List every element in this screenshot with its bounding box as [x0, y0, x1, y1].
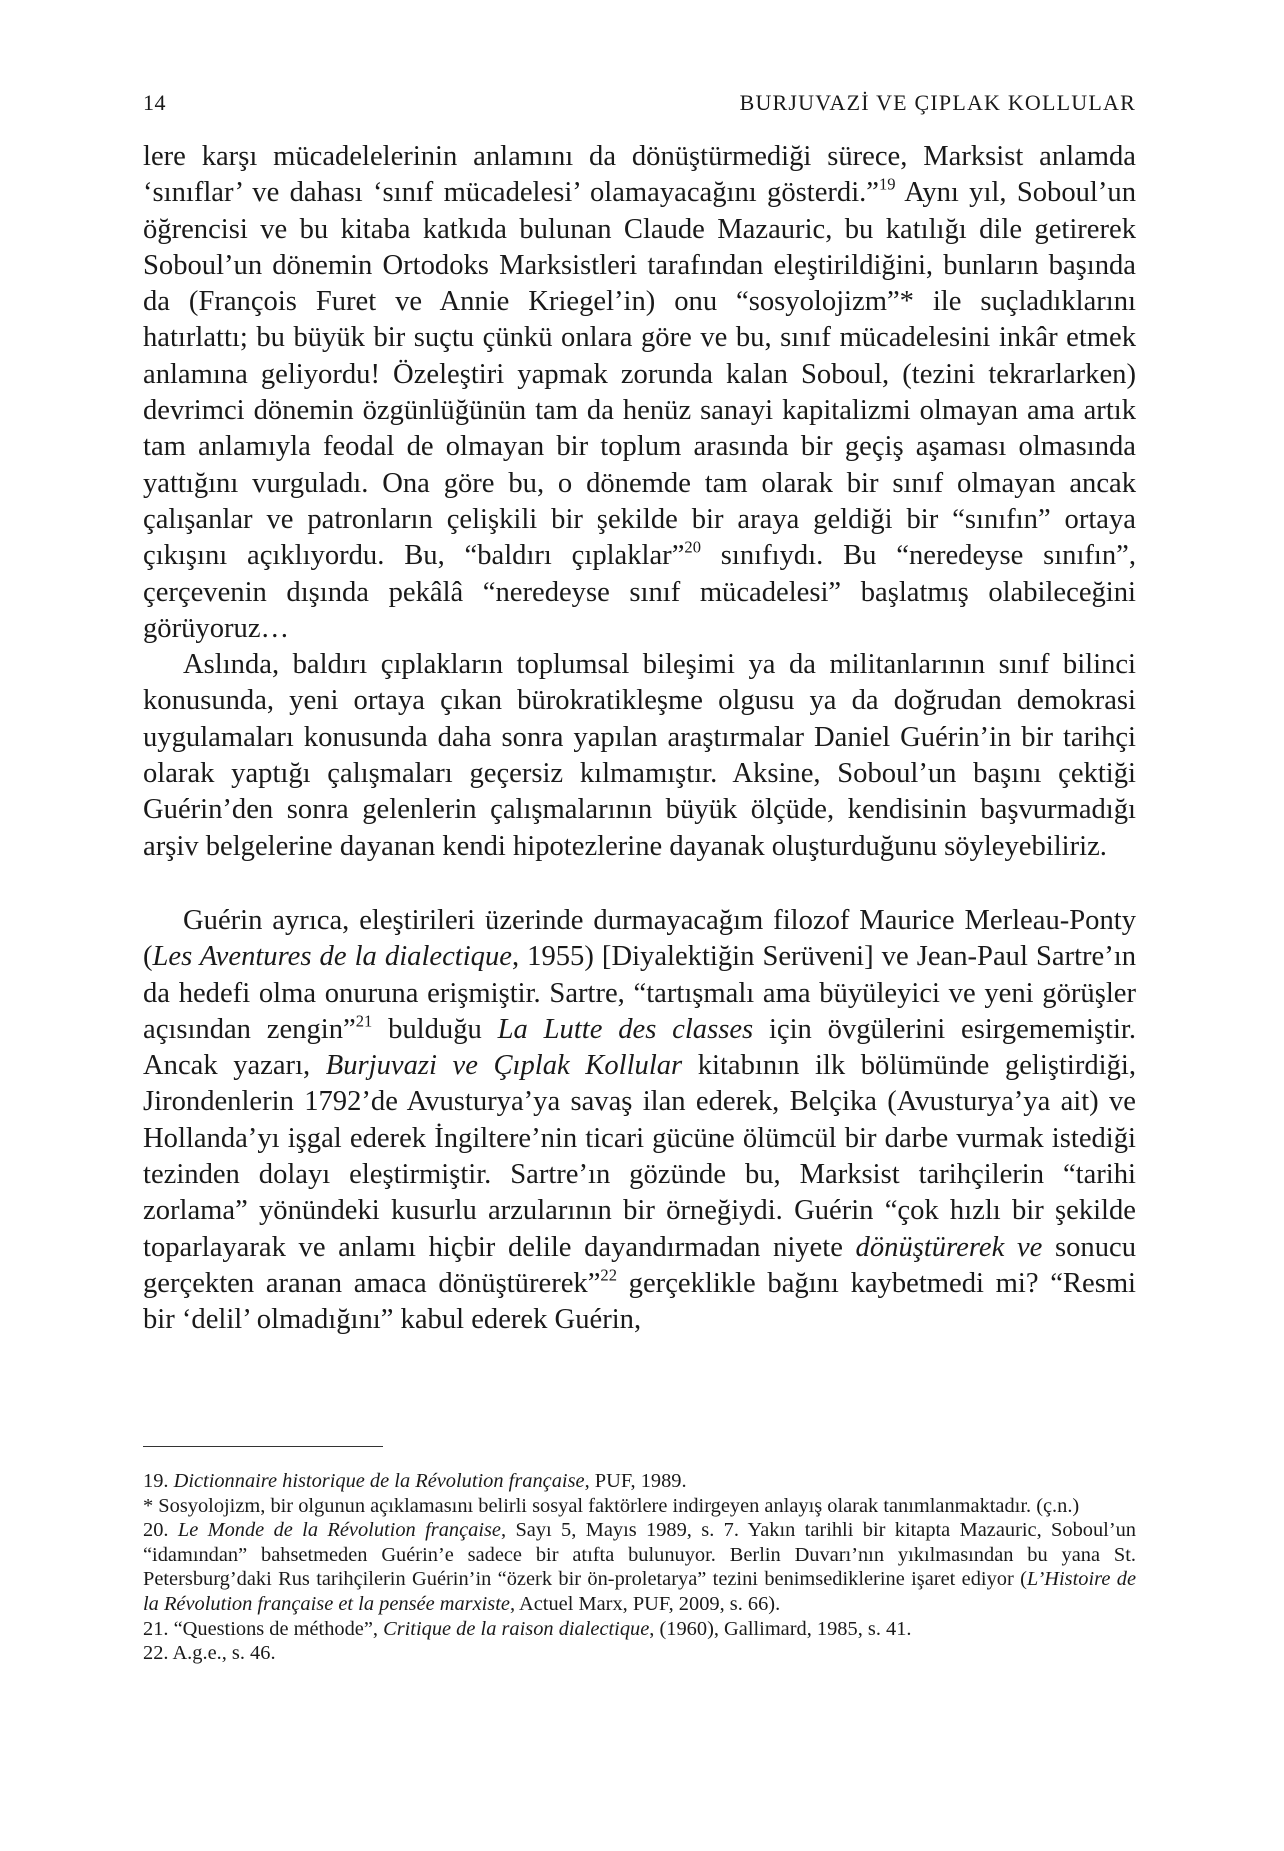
- italic-phrase: dönüştürerek ve: [855, 1231, 1043, 1263]
- italic-title: Les Aventures de la dialectique: [152, 941, 512, 973]
- footnote-ref-20: 20: [684, 537, 701, 557]
- text-run: sınıfıydı. Bu “neredeyse sınıfın”, çerçevenin dışında pekâlâ “neredeyse sınıf mücadelesi” başlatmış olabileceğini görüyoruz…: [143, 540, 1137, 644]
- text-run: , Sayı 5, Mayıs 1989, s. 7. Yakın tarihli bir kitapta Mazauric, Soboul’un “idamından” bahsetmeden Guérin’e sadece bir atıfta bulunuyor. Berlin Duvarı’nın yıkılmasından bu yana St. Petersburg’daki Rus tarihçilerin Guérin’in “özerk bir ön-proletarya” tezini benimsediklerine işaret ediyor (: [143, 1519, 1136, 1591]
- italic-title: L’Histoire de la Révolution française et la pensée marxiste: [143, 1568, 1136, 1615]
- footnote-number: 21.: [143, 1617, 174, 1640]
- footnote-number: 20.: [143, 1519, 178, 1542]
- text-run: gerçeklikle bağını kaybetmedi mi? “Resmi bir ‘delil’ olmadığını” kabul ederek Guérin,: [143, 1267, 1137, 1336]
- text-run: , Actuel Marx, PUF, 2009, s. 66).: [509, 1592, 781, 1615]
- text-run: Aynı yıl, Soboul’un öğrencisi ve bu kitaba katkıda bulunan Claude Mazauric, bu katılığı dile getirerek Soboul’un dönemin Ortodoks Marksistleri tarafından eleştirildiğini, bunların başında da (François Furet ve Annie Kriegel’in) onu “sosyolojizm”* ile suçladıklarını hatırlattı; bu büyük bir suçtu çünkü onlara göre ve bu, sınıf mücadelesini inkâr etmek anlamına geliyordu! Özeleştiri yapmak zorunda kalan Soboul, (tezini tekrarlarken) devrimci dönemin özgünlüğünün tam da henüz sanayi kapitalizmi olmayan ama artık tam anlamıyla feodal de olmayan bir toplum arasında bir geçiş aşaması olmasında yattığını vurguladı. Ona göre bu, o dönemde tam olarak bir sınıf olmayan ancak çalışanlar ve patronların çelişkili bir şekilde bir araya geldiği bir “sınıfın” ortaya çıkışını açıklıyordu. Bu, “baldırı çıplaklar”: [143, 177, 1136, 572]
- paragraph-2: Aslında, baldırı çıplakların toplumsal bileşimi ya da militanlarının sınıf bilinci konusunda, yeni ortaya çıkan bürokratikleşme olgusu ya da doğrudan demokrasi uygulamaları konusunda daha sonra yapılan araştırmalar Daniel Guérin’in bir tarihçi olarak yaptığı çalışmaları geçersiz kılmamıştır. Aksine, Soboul’un başını çektiği Guérin’den sonra gelenlerin çalışmalarının büyük ölçüde, kendisinin başvurmadığı arşiv belgelerine dayanan kendi hipotezlerine dayanak oluşturduğunu söyleyebiliriz.: [143, 649, 1136, 862]
- text-run: bulduğu: [372, 1013, 498, 1045]
- text-run: , (1960), Gallimard, 1985, s. 41.: [649, 1617, 912, 1640]
- text-run: “Questions de méthode”,: [173, 1617, 384, 1640]
- text-run: , 1955) [Diyalektiğin Serüveni] ve Jean-Paul Sartre’ın da hedefi olma onuruna erişmiştir. Sartre, “tartışmalı ama büyüleyici ve yeni görüşler açısından zengin”: [143, 941, 1136, 1045]
- footnote-number: 19.: [143, 1470, 174, 1492]
- paragraph-3: [143, 903, 1136, 1339]
- running-header: [143, 90, 1136, 120]
- text-run: için övgülerini esirgememiştir. Ancak yazarı,: [143, 1013, 1136, 1082]
- footnote-divider: [143, 1446, 383, 1447]
- footnote-20: [143, 1518, 1136, 1616]
- text-run: kitabının ilk bölümünde geliştirdiği, Jirondenlerin 1792’de Avusturya’ya savaş ilan ederek, Belçika (Avusturya’ya ait) ve Hollanda’yı işgal ederek İngiltere’nin ticari gücüne ölümcül bir darbe vurmak istediği tezinden dolayı eleştirmiştir. Sartre’ın gözünde bu, Marksist tarihçilerin “tarihi zorlama” yönündeki kusurlu arzularının bir örneğiydi. Guérin “çok hızlı bir şekilde toparlayarak ve anlamı hiçbir delile dayandırmadan niyete: [143, 1050, 1136, 1263]
- footnote-ref-19: 19: [878, 174, 896, 194]
- page-number: 14: [143, 90, 166, 115]
- text-run: lere karşı mücadelelerinin anlamını da dönüştürmediği sürece, Marksist anlamda ‘sınıflar’ ve dahası ‘sınıf mücadelesi’ olamayacağını gösterdi.”: [143, 141, 1136, 209]
- paragraph-1: [143, 139, 1136, 647]
- running-title: BURJUVAZİ VE ÇIPLAK KOLLULAR: [739, 90, 1136, 115]
- text-run: Guérin ayrıca, eleştirileri üzerinde durmayacağım filozof Maurice Merleau-Ponty (: [143, 904, 1136, 973]
- italic-title: Le Monde de la Révolution française: [177, 1519, 501, 1542]
- italic-title: Burjuvazi ve Çıplak Kollular: [325, 1050, 683, 1082]
- italic-title: Dictionnaire historique de la Révolution française: [173, 1470, 585, 1492]
- footnote-19: [143, 1469, 1136, 1494]
- text-run: sonucu gerçekten aranan amaca dönüştürerek”: [143, 1231, 1136, 1299]
- main-text: [143, 139, 1136, 1339]
- footnote-22: 22. A.g.e., s. 46.: [143, 1642, 276, 1665]
- footnote-ref-21: 21: [355, 1011, 373, 1031]
- footnotes: [143, 1469, 1136, 1666]
- footnote-ref-22: 22: [600, 1265, 617, 1285]
- footnote-21: [143, 1617, 1136, 1642]
- italic-title: La Lutte des classes: [497, 1013, 754, 1045]
- footnote-translator: * Sosyolojizm, bir olgunun açıklamasını belirli sosyal faktörlere indirgeyen anlayış olarak tanımlanmaktadır. (ç.n.): [143, 1494, 1080, 1517]
- text-run: , PUF, 1989.: [584, 1470, 687, 1492]
- italic-title: Critique de la raison dialectique: [383, 1617, 650, 1640]
